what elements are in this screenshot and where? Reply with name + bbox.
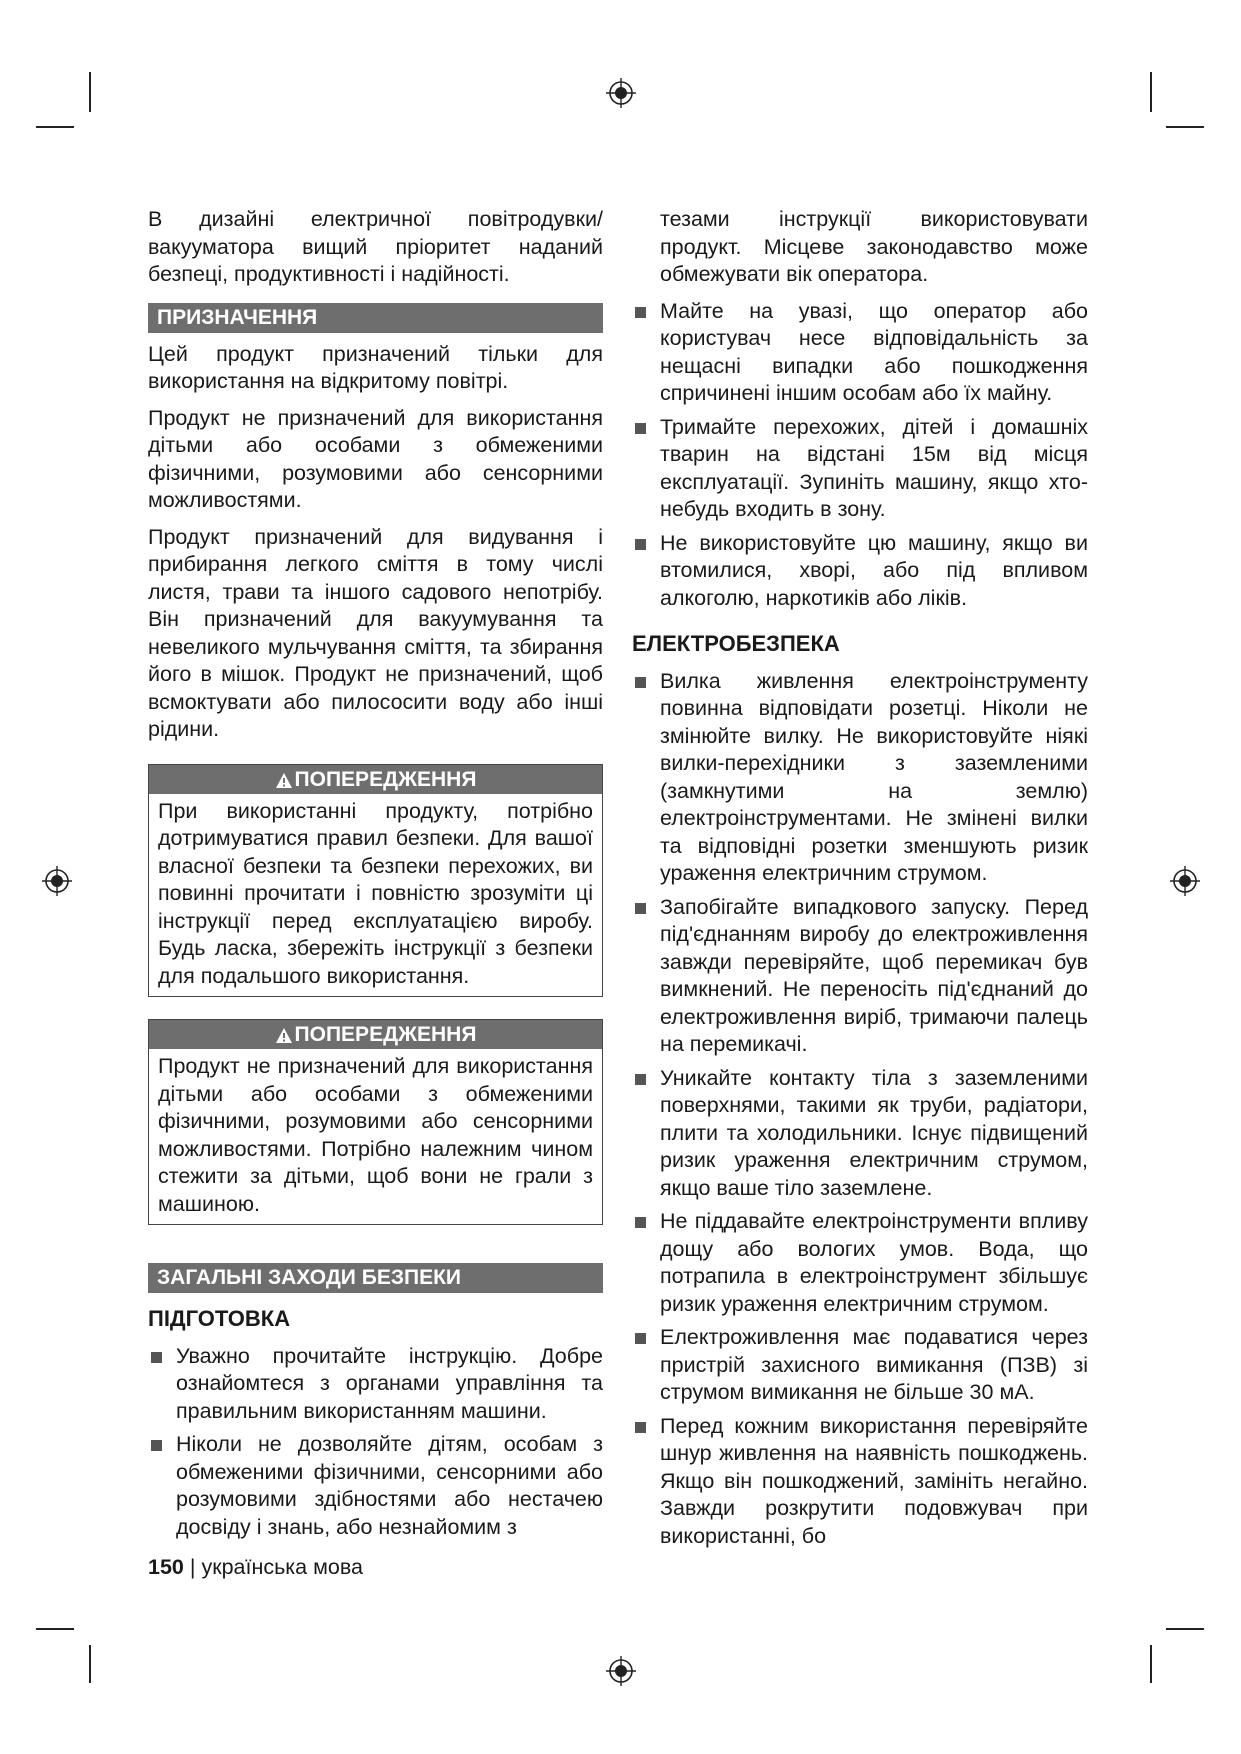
list-item: Не використовуйте цю машину, якщо ви втомилися, хворі, або під впливом алкоголю, наркотиків або ліків. <box>632 530 1088 613</box>
warning-header <box>149 1020 602 1049</box>
list-item: Перед кожним використання перевіряйте шнур живлення на наявність пошкоджень. Якщо він пошкоджений, замініть негайно. Завжди розкрутити подовжувач при використанні, бо <box>632 1413 1088 1551</box>
registration-mark-icon <box>42 866 72 896</box>
list-item: Електроживлення має подаватися через пристрій захисного вимикання (ПЗВ) зі струмом вимикання не більше 30 мА. <box>632 1324 1088 1407</box>
page-number: 150 <box>148 1555 184 1579</box>
list-item: Майте на увазі, що оператор або користувач несе відповідальність за нещасні випадки або пошкодження спричинені іншим особам або їх майну. <box>632 298 1088 408</box>
subheading-preparation: ПІДГОТОВКА <box>148 1306 291 1331</box>
crop-mark <box>1166 126 1204 128</box>
crop-mark <box>89 72 91 112</box>
subheading-electrical-safety: ЕЛЕКТРОБЕЗПЕКА <box>632 631 840 656</box>
purpose-paragraph: Цей продукт призначений тільки для використання на відкритому повітрі. <box>148 341 603 393</box>
list-item: Вилка живлення електроінструменту повинна відповідати розетці. Ніколи не змінюйте вилку. Не використовуйте ніякі вилки-перехідники з заземленими (замкнутими на землю) електроінструментами. Не змінені вилки та відповідні розетки зменшують ризик ураження електричним струмом. <box>632 668 1088 888</box>
continuation-paragraph: тезами інструкції використовувати продукт. Місцеве законодавство може обмежувати вік оператора. <box>660 207 1088 286</box>
crop-mark <box>36 1628 74 1630</box>
square-bullet-icon <box>635 423 646 434</box>
square-bullet-icon <box>635 539 646 550</box>
electrical-safety-list <box>632 668 1088 1551</box>
crop-mark <box>89 1645 91 1683</box>
page-footer <box>148 1555 363 1580</box>
section-heading-purpose: ПРИЗНАЧЕННЯ <box>148 303 603 333</box>
list-item: Тримайте перехожих, дітей і домашніх тварин на відстані 15м від місця експлуатації. Зупиніть машину, якщо хто-небудь входить в зону. <box>632 414 1088 524</box>
safety-list <box>632 298 1088 613</box>
list-item: Запобігайте випадкового запуску. Перед під'єднанням виробу до електроживлення завжди перевіряйте, щоб перемикач був вимкнений. Не переносіть під'єднаний до електроживлення виріб, тримаючи палець на перемикачі. <box>632 894 1088 1059</box>
square-bullet-icon <box>151 1352 162 1363</box>
warning-title: ПОПЕРЕДЖЕННЯ <box>294 1023 477 1046</box>
warning-title: ПОПЕРЕДЖЕННЯ <box>294 767 477 791</box>
purpose-paragraph: Продукт не призначений для використання дітьми або особами з обмеженими фізичними, розумовими або сенсорними можливостями. <box>148 405 603 512</box>
crop-mark <box>1166 1628 1204 1630</box>
list-item: Уважно прочитайте інструкцію. Добре ознайомтеся з органами управління та правильним використанням машини. <box>148 1343 603 1426</box>
warning-box <box>148 764 603 998</box>
crop-mark <box>1150 1645 1152 1683</box>
square-bullet-icon <box>635 677 646 688</box>
square-bullet-icon <box>151 1440 162 1451</box>
list-item: Ніколи не дозволяйте дітям, особам з обмеженими фізичними, сенсорними або розумовими здібностями або нестачею досвіду і знань, або незнайомим з <box>148 1431 603 1541</box>
intro-paragraph: В дизайні електричної повітродувки/вакууматора вищий пріоритет наданий безпеці, продуктивності і надійності. <box>148 207 603 286</box>
warning-text: При використанні продукту, потрібно дотримуватися правил безпеки. Для вашої власної безпеки та безпеки перехожих, ви повинні прочитати і повністю зрозуміти ці інструкції перед експлуатацією виробу. Будь ласка, збережіть інструкції з безпеки для подальшого використання. <box>158 798 593 988</box>
list-item: Не піддавайте електроінструменти впливу дощу або вологих умов. Вода, що потрапила в електроінструмент збільшує ризик ураження електричним струмом. <box>632 1208 1088 1318</box>
square-bullet-icon <box>635 1333 646 1344</box>
square-bullet-icon <box>635 1422 646 1433</box>
preparation-list <box>148 1343 603 1542</box>
registration-mark-icon <box>1170 866 1200 896</box>
square-bullet-icon <box>635 1074 646 1085</box>
right-column <box>632 206 1088 1556</box>
registration-mark-icon <box>606 78 636 108</box>
square-bullet-icon <box>635 903 646 914</box>
purpose-paragraph: Продукт призначений для видування і прибирання легкого сміття в тому числі листя, трави та іншого садового непотрібу. Він призначений для вакуумування та невеликого мульчування сміття, та збирання його в мішок. Продукт не призначений, щоб всмоктувати або пилососити воду або інші рідини. <box>148 524 603 741</box>
warning-text: Продукт не призначений для використання дітьми або особами з обмеженими фізичними, розумовими або сенсорними можливостями. Потрібно належним чином стежити за дітьми, щоб вони не грали з машиною. <box>158 1054 593 1216</box>
list-item: Уникайте контакту тіла з заземленими поверхнями, такими як труби, радіатори, плити та холодильники. Існує підвищений ризик ураження електричним струмом, якщо ваше тіло заземлене. <box>632 1065 1088 1203</box>
registration-mark-icon <box>606 1656 636 1686</box>
square-bullet-icon <box>635 307 646 318</box>
footer-separator: | <box>189 1555 196 1579</box>
crop-mark <box>36 126 74 128</box>
section-heading-general-safety: ЗАГАЛЬНІ ЗАХОДИ БЕЗПЕКИ <box>148 1263 603 1293</box>
square-bullet-icon <box>635 1217 646 1228</box>
warning-header <box>149 765 602 794</box>
crop-mark <box>1150 72 1152 112</box>
warning-triangle-icon <box>275 1027 293 1044</box>
footer-language: українська мова <box>201 1555 363 1579</box>
left-column <box>148 206 603 1547</box>
warning-triangle-icon <box>275 772 293 789</box>
warning-box <box>148 1019 603 1225</box>
